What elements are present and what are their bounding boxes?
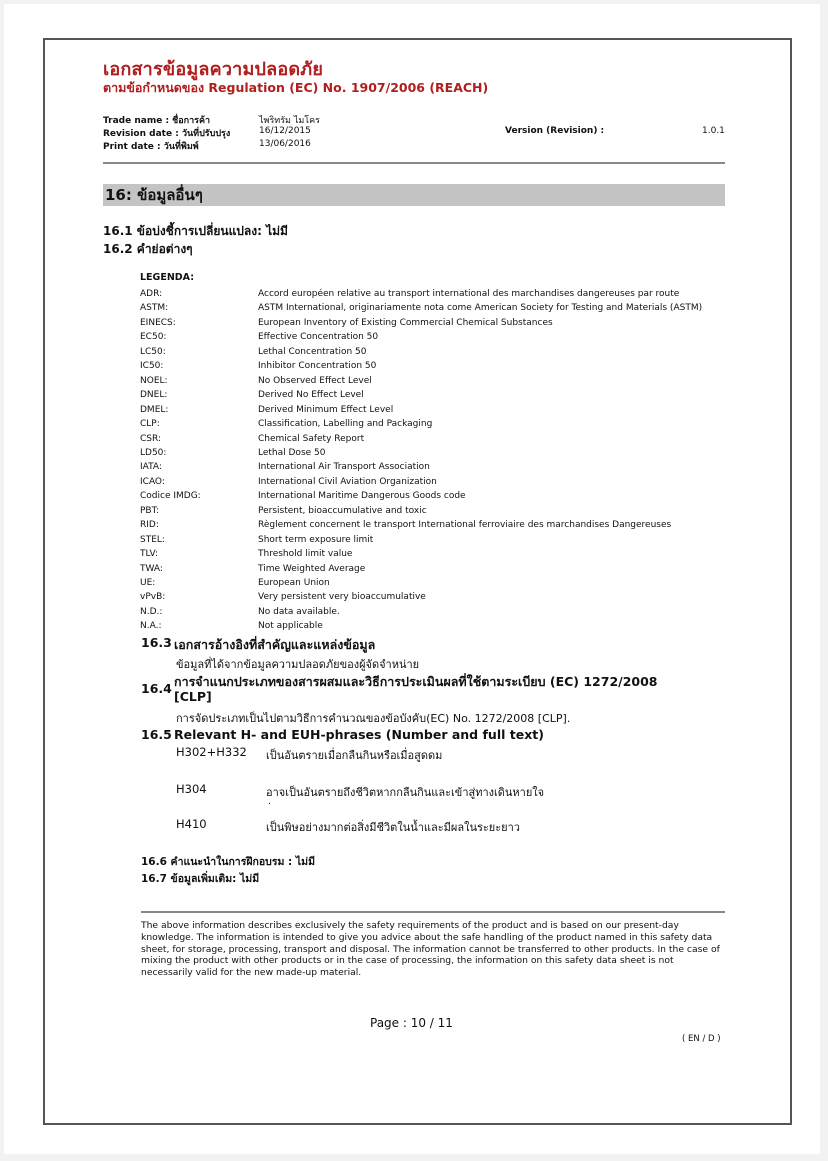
trade-name-value: ไพริทรัม ไมโคร [259, 116, 321, 126]
section-16-4-body: การจัดประเภทเป็นไปตามวิธีการคำนวณของข้อบังคับ(EC) No. 1272/2008 [CLP]. [176, 712, 571, 725]
h-phrase-trailing-dot: . [268, 797, 271, 807]
legend-description: Accord européen relative au transport international des marchandises dangereuses par route [258, 289, 680, 299]
section-16-1: 16.1 ข้อบ่งชี้การเปลี่ยนแปลง: ไม่มี [103, 224, 288, 238]
section-16-4-title-line1: การจำแนกประเภทของสารผสมและวิธีการประเมินผลที่ใช้ตามระเบียบ (EC) 1272/2008 [174, 674, 658, 689]
legend-abbreviation: LC50: [140, 346, 166, 357]
legend-abbreviation: N.D.: [140, 606, 163, 617]
section-16-3-body: ข้อมูลที่ได้จากข้อมูลความปลอดภัยของผู้จัดจำหน่าย [176, 658, 420, 671]
print-date-label: Print date : วันที่พิมพ์ [103, 142, 199, 152]
legend-description: Lethal Concentration 50 [258, 346, 367, 357]
legend-description: Classification, Labelling and Packaging [258, 419, 433, 430]
legend-description: Very persistent very bioaccumulative [258, 592, 426, 603]
language-code: ( EN / D ) [682, 1034, 721, 1044]
legend-description: ASTM International, originariamente nota come American Society for Testing and Materials (ASTM) [258, 303, 703, 314]
legend-description: Chemical Safety Report [258, 433, 365, 444]
document-page [4, 4, 820, 1154]
section-16-3-title: เอกสารอ้างอิงที่สำคัญและแหล่งข้อมูล [174, 637, 376, 652]
legend-abbreviation: RID: [140, 520, 159, 531]
legend-description: Derived Minimum Effect Level [258, 404, 394, 415]
h-phrase-code: H304 [176, 782, 207, 796]
legend-abbreviation: CSR: [140, 433, 162, 444]
legend-abbreviation: IC50: [140, 361, 164, 372]
legend-abbreviation: EC50: [140, 332, 167, 343]
section-16-2: 16.2 คำย่อต่างๆ [103, 242, 193, 256]
legend-abbreviation: Codice IMDG: [140, 491, 201, 502]
page-number: Page : 10 / 11 [370, 1016, 453, 1030]
h-phrase-text: เป็นพิษอย่างมากต่อสิ่งมีชีวิตในน้ำและมีผลในระยะยาว [266, 821, 520, 834]
section-16-4-title-line2: [CLP] [174, 689, 212, 704]
legend-abbreviation: N.A.: [140, 621, 162, 632]
legend-abbreviation: NOEL: [140, 375, 168, 386]
legend-description: Lethal Dose 50 [258, 447, 326, 458]
document-title: เอกสารข้อมูลความปลอดภัย [103, 59, 324, 80]
legend-abbreviation: ADR: [140, 289, 163, 299]
section-16-4-number: 16.4 [141, 681, 172, 696]
legend-abbreviation: vPvB: [140, 592, 166, 603]
legend-abbreviation: UE: [140, 578, 156, 588]
h-phrase-text: เป็นอันตรายเมื่อกลืนกินหรือเมื่อสูดดม [266, 749, 443, 762]
version-label: Version (Revision) : [505, 126, 605, 136]
legend-abbreviation: DNEL: [140, 390, 168, 401]
disclaimer-text: The above information describes exclusively the safety requirements of the product and is based on our present-day knowledge. The information is intended to give you advice about the safe handling of the product named in this safety data sheet, for storage, processing, transport and disposal. The information cannot be transferred to other products. In the case of mixing the product with other products or in the case of processing, the information on this safety data sheet is not necessarily valid for the new made-up material. [141, 920, 720, 979]
legend-description: International Air Transport Association [258, 462, 430, 473]
legend-description: Threshold limit value [258, 549, 353, 560]
legend-description: Derived No Effect Level [258, 390, 364, 401]
legend-abbreviation: STEL: [140, 534, 165, 545]
section-16-3-number: 16.3 [141, 635, 172, 650]
legend-abbreviation: TWA: [140, 563, 163, 574]
legend-description: Règlement concernent le transport International ferroviaire des marchandises Dangereuses [258, 520, 672, 531]
section-16-5-number: 16.5 [141, 727, 172, 742]
legend-description: European Union [258, 578, 330, 588]
legend-description: No Observed Effect Level [258, 375, 372, 386]
legend-description: International Maritime Dangerous Goods code [258, 491, 466, 502]
h-phrase-text: อาจเป็นอันตรายถึงชีวิตหากกลืนกินและเข้าสู่ทางเดินหายใจ [266, 786, 545, 799]
legend-abbreviation: DMEL: [140, 404, 169, 415]
regulation-subtitle: ตามข้อกำหนดของ Regulation (EC) No. 1907/2006 (REACH) [103, 80, 489, 95]
legend-abbreviation: TLV: [140, 549, 158, 560]
legend-abbreviation: EINECS: [140, 317, 176, 328]
print-date-value: 13/06/2016 [259, 139, 311, 149]
legend-description: No data available. [258, 606, 340, 617]
legend-description: Time Weighted Average [258, 563, 366, 574]
revision-date-label: Revision date : วันที่ปรับปรุง [103, 129, 231, 139]
legend-abbreviation: ASTM: [140, 303, 169, 314]
section-16-6: 16.6 คำแนะนำในการฝึกอบรม : ไม่มี [141, 856, 316, 868]
legend-abbreviation: CLP: [140, 419, 160, 430]
legend-description: International Civil Aviation Organization [258, 476, 437, 487]
legend-description: Short term exposure limit [258, 534, 374, 545]
legend-description: European Inventory of Existing Commercial Chemical Substances [258, 317, 553, 328]
h-phrase-code: H410 [176, 817, 207, 831]
version-value: 1.0.1 [702, 126, 725, 136]
legend-description: Effective Concentration 50 [258, 332, 379, 343]
legend-abbreviation: ICAO: [140, 476, 165, 487]
legend-description: Not applicable [258, 621, 323, 632]
legend-abbreviation: PBT: [140, 505, 160, 516]
legend-description: Persistent, bioaccumulative and toxic [258, 505, 427, 516]
footer-divider [141, 911, 725, 913]
trade-name-label: Trade name : ชื่อการค้า [103, 116, 211, 126]
legend-heading: LEGENDA: [140, 272, 194, 283]
h-phrase-code: H302+H332 [176, 745, 247, 759]
section-16-heading: 16: ข้อมูลอื่นๆ [103, 184, 725, 206]
header-divider [103, 162, 725, 164]
legend-description: Inhibitor Concentration 50 [258, 361, 377, 372]
section-16-7: 16.7 ข้อมูลเพิ่มเติม: ไม่มี [141, 873, 260, 885]
legend-abbreviation: IATA: [140, 462, 162, 473]
legend-abbreviation: LD50: [140, 447, 167, 458]
revision-date-value: 16/12/2015 [259, 126, 311, 136]
section-16-5-title: Relevant H- and EUH-phrases (Number and full text) [174, 727, 544, 742]
